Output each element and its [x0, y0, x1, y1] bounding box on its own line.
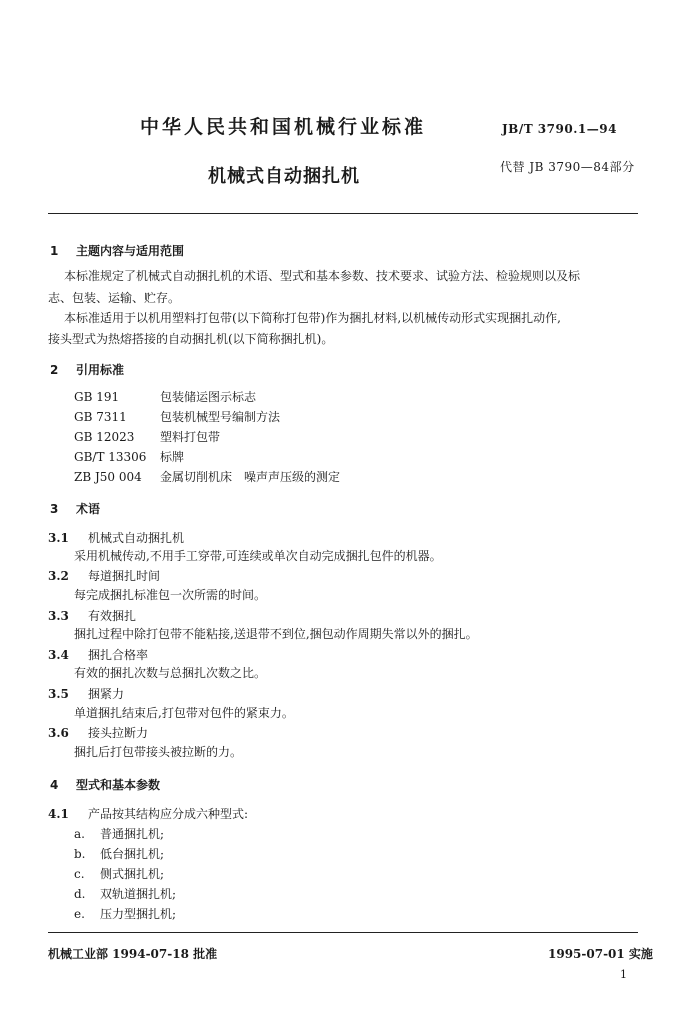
- list-item-text: 侧式捆扎机;: [100, 867, 165, 881]
- section-2-heading: [50, 361, 124, 378]
- reference-name: 金属切削机床 噪声声压级的测定: [160, 470, 341, 484]
- term-heading: [48, 568, 160, 584]
- list-item-label: c.: [74, 867, 85, 881]
- list-item: [74, 866, 164, 882]
- reference-name: 塑料打包带: [160, 430, 221, 444]
- term-name: 有效捆扎: [88, 609, 137, 623]
- section-number: 1: [50, 244, 59, 258]
- effective-date: 1995-07-01 实施: [548, 947, 653, 961]
- list-item-label: b.: [74, 847, 86, 861]
- paragraph-line: 本标准适用于以机用塑料打包带(以下简称打包带)作为捆扎材料,以机械传动形式实现捆扎动作,: [64, 311, 561, 325]
- term-number: 3.5: [48, 687, 69, 701]
- paragraph-line: 本标准规定了机械式自动捆扎机的术语、型式和基本参数、技术要求、试验方法、检验规则以及标: [64, 269, 581, 283]
- section-number: 2: [50, 363, 59, 377]
- term-definition: 单道捆扎结束后,打包带对包件的紧束力。: [74, 706, 294, 720]
- term-definition: 有效的捆扎次数与总捆扎次数之比。: [74, 666, 267, 680]
- term-definition: 采用机械传动,不用手工穿带,可连续或单次自动完成捆扎包件的机器。: [74, 549, 442, 563]
- paragraph-line: 接头型式为热熔搭接的自动捆扎机(以下简称捆扎机)。: [48, 332, 334, 346]
- section-1-heading: [50, 242, 184, 259]
- section-title: 主题内容与适用范围: [76, 244, 185, 258]
- list-item-text: 双轨道捆扎机;: [100, 887, 177, 901]
- reference-row: [74, 429, 220, 445]
- replaces-note: 代替 JB 3790—84部分: [500, 160, 635, 174]
- term-name: 每道捆扎时间: [88, 569, 161, 583]
- term-definition: 捆扎后打包带接头被拉断的力。: [74, 745, 243, 759]
- term-name: 捆紧力: [88, 687, 125, 701]
- reference-row: [74, 469, 340, 485]
- subsection-number: 4.1: [48, 807, 69, 821]
- list-item: [74, 906, 176, 922]
- reference-name: 包装储运图示标志: [160, 390, 257, 404]
- list-item-text: 压力型捆扎机;: [100, 907, 177, 921]
- reference-name: 包装机械型号编制方法: [160, 410, 281, 424]
- term-number: 3.1: [48, 531, 69, 545]
- term-name: 机械式自动捆扎机: [88, 531, 185, 545]
- reference-row: [74, 409, 280, 425]
- list-item: [74, 826, 164, 842]
- section-number: 4: [50, 778, 59, 792]
- approval-note: 机械工业部 1994-07-18 批准: [48, 947, 218, 961]
- document-title: 机械式自动捆扎机: [208, 166, 360, 187]
- term-heading: [48, 647, 148, 663]
- reference-row: [74, 389, 256, 405]
- standard-number: JB/T 3790.1—94: [502, 122, 617, 136]
- reference-name: 标牌: [160, 450, 185, 464]
- term-number: 3.3: [48, 609, 69, 623]
- subsection-heading: [48, 806, 248, 822]
- term-heading: [48, 725, 148, 741]
- term-number: 3.4: [48, 648, 69, 662]
- term-heading: [48, 530, 184, 546]
- header-divider: [48, 213, 638, 214]
- section-4-heading: [50, 776, 160, 793]
- reference-code: GB 191: [74, 390, 120, 404]
- section-number: 3: [50, 502, 59, 516]
- section-3-heading: [50, 500, 100, 517]
- subsection-text: 产品按其结构应分成六种型式:: [88, 807, 249, 821]
- section-title: 引用标准: [76, 363, 125, 377]
- reference-code: GB/T 13306: [74, 450, 147, 464]
- reference-code: GB 7311: [74, 410, 127, 424]
- list-item: [74, 886, 176, 902]
- reference-row: [74, 449, 184, 465]
- reference-code: GB 12023: [74, 430, 135, 444]
- list-item-label: a.: [74, 827, 85, 841]
- term-heading: [48, 686, 124, 702]
- term-number: 3.2: [48, 569, 69, 583]
- page-number: 1: [620, 968, 627, 981]
- term-name: 捆扎合格率: [88, 648, 149, 662]
- term-definition: 捆扎过程中除打包带不能粘接,送退带不到位,捆包动作周期失常以外的捆扎。: [74, 627, 478, 641]
- reference-code: ZB J50 004: [74, 470, 142, 484]
- term-definition: 每完成捆扎标准包一次所需的时间。: [74, 588, 267, 602]
- term-name: 接头拉断力: [88, 726, 149, 740]
- list-item-text: 普通捆扎机;: [100, 827, 165, 841]
- section-title: 术语: [76, 502, 101, 516]
- term-number: 3.6: [48, 726, 69, 740]
- section-title: 型式和基本参数: [76, 778, 161, 792]
- footer-divider: [48, 932, 638, 933]
- paragraph-line: 志、包装、运输、贮存。: [48, 291, 181, 305]
- list-item-label: d.: [74, 887, 86, 901]
- industry-standard-title: 中华人民共和国机械行业标准: [140, 116, 427, 138]
- list-item-label: e.: [74, 907, 85, 921]
- list-item-text: 低台捆扎机;: [100, 847, 165, 861]
- term-heading: [48, 608, 136, 624]
- list-item: [74, 846, 164, 862]
